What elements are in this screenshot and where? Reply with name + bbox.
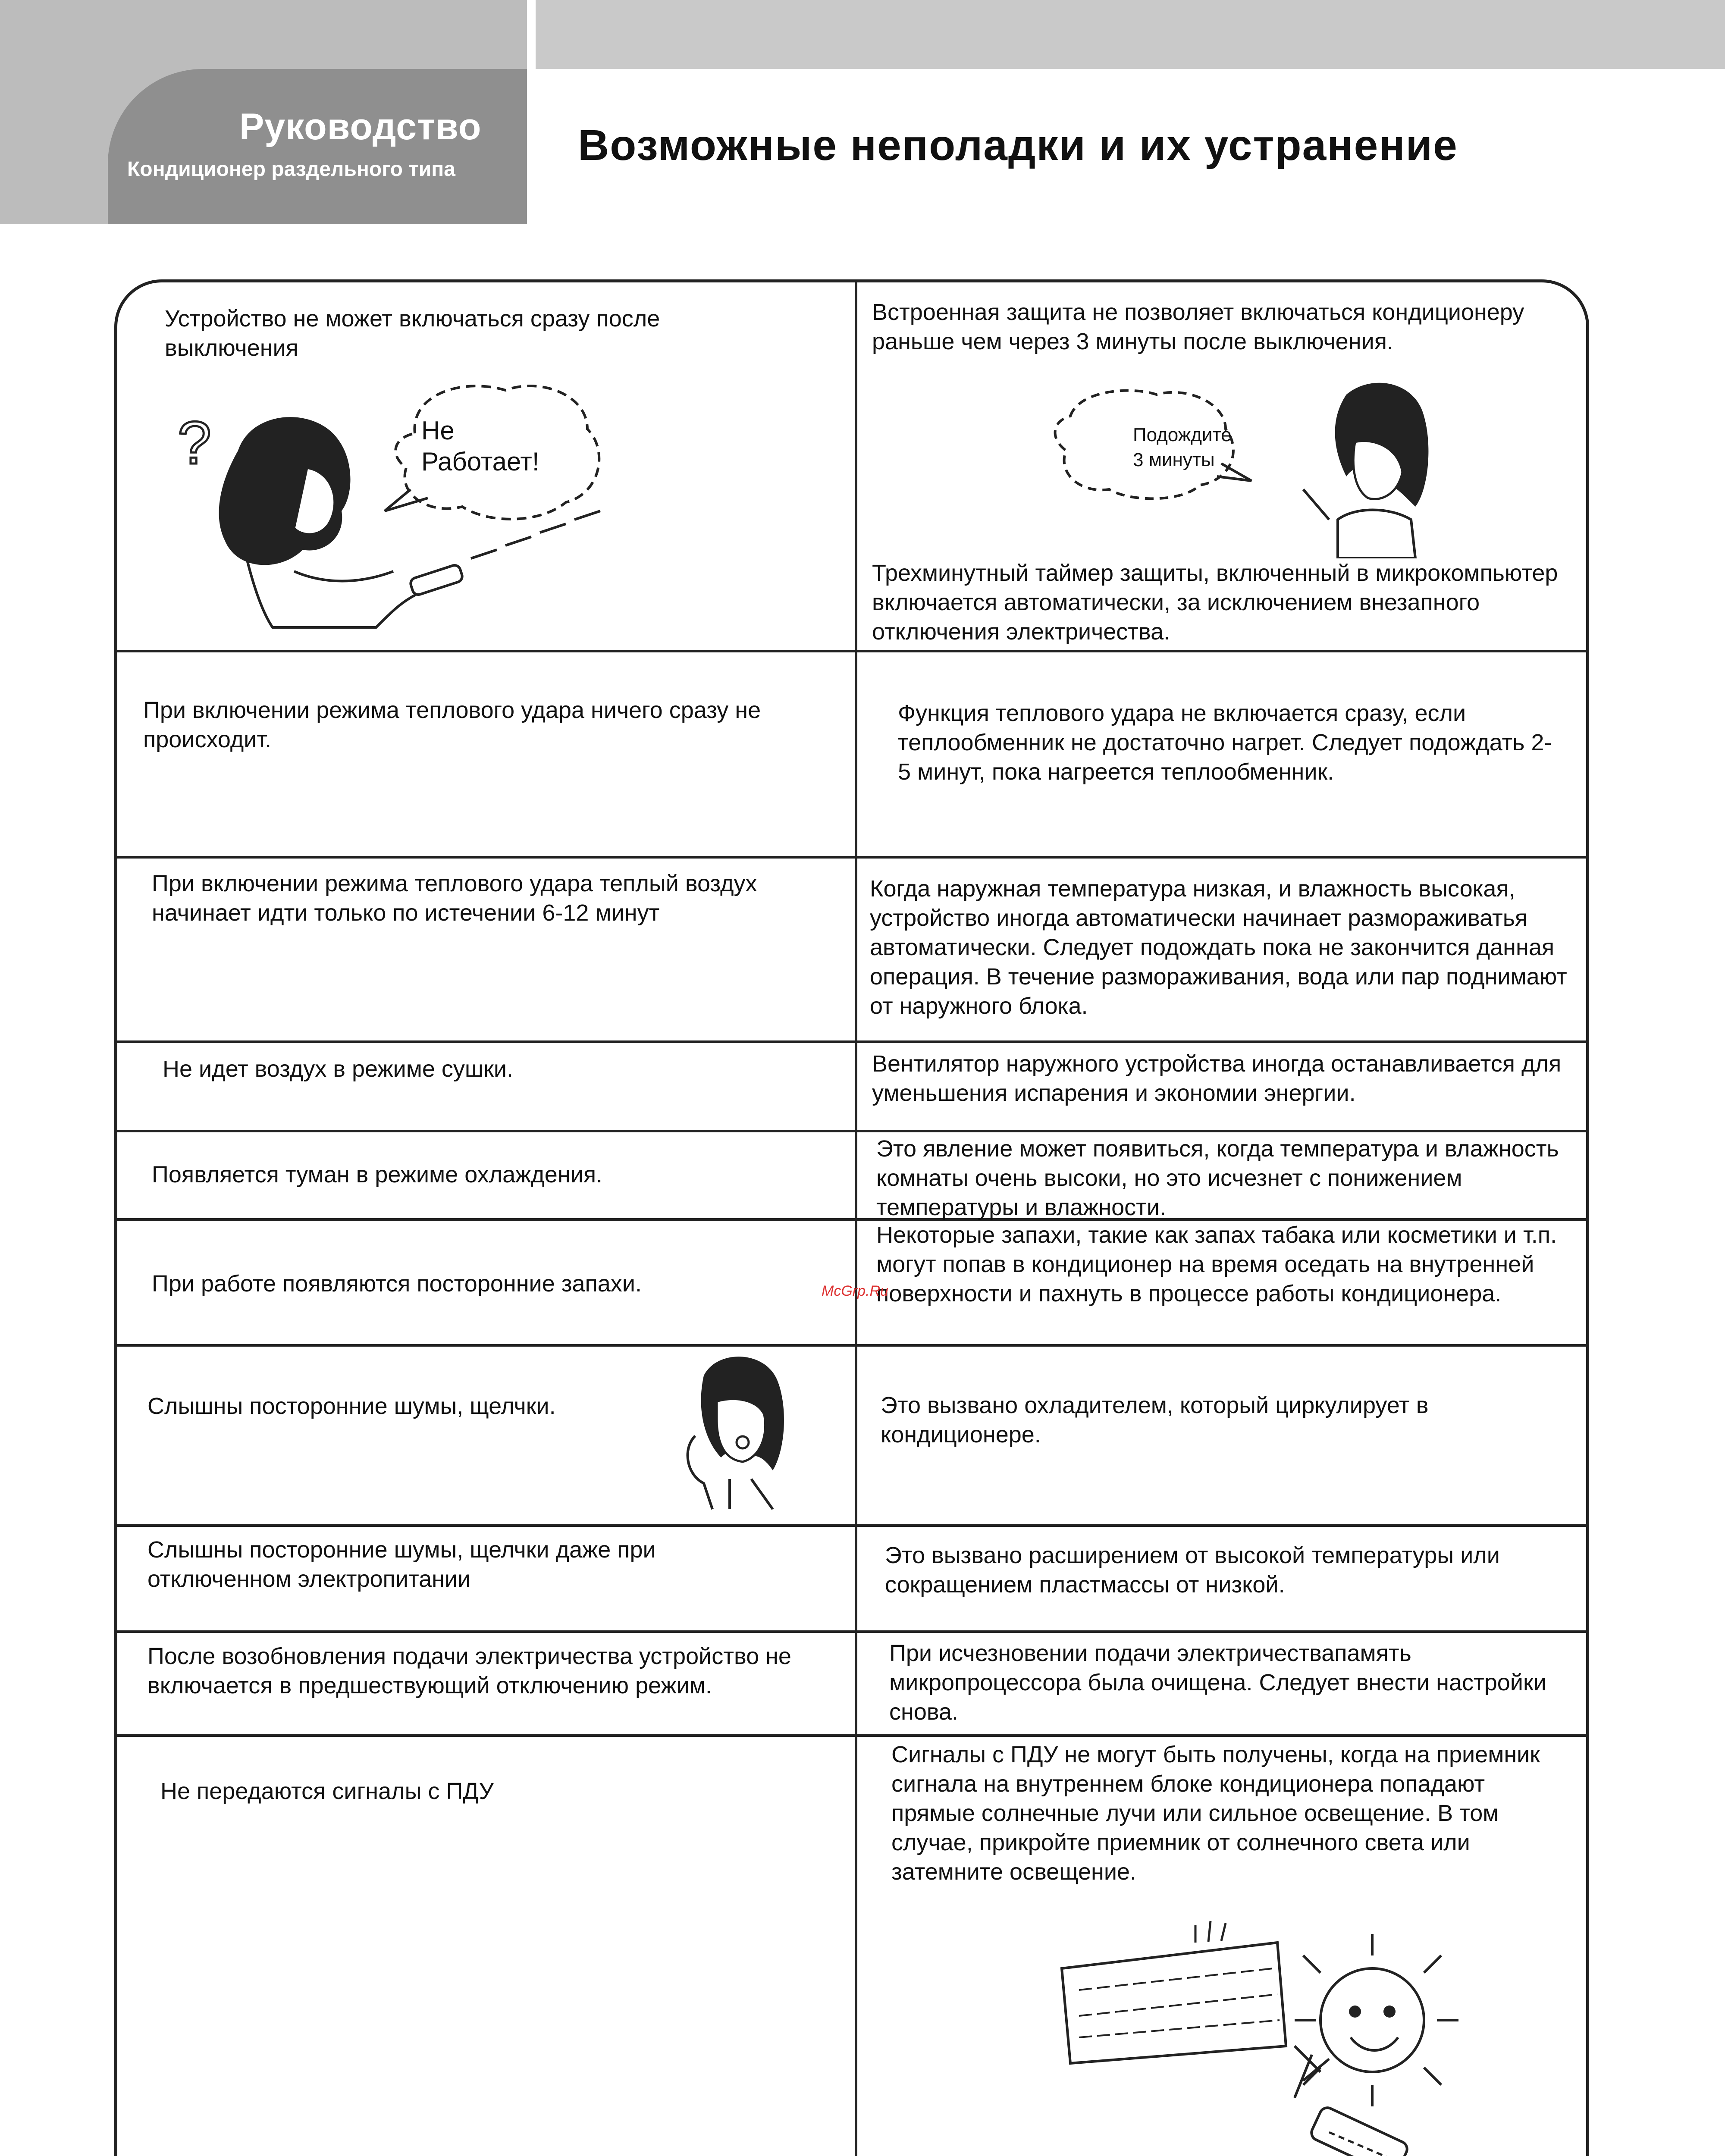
- header-band: [535, 0, 1725, 69]
- row-divider: [117, 1630, 1586, 1633]
- svg-text:?: ?: [178, 409, 211, 476]
- bubble-not-working-text: Не Работает!: [421, 416, 539, 476]
- problem-text: После возобновления подачи электричества устройство не включается в предшествующий отключению режим.: [147, 1643, 791, 1698]
- problem-text: Слышны посторонние шумы, щелчки.: [147, 1393, 556, 1419]
- solution-text: Это вызвано расширением от высокой температуры или сокращением пластмассы от низкой.: [885, 1542, 1500, 1598]
- troubleshooting-table: [114, 279, 1589, 2156]
- section-subtitle: Кондиционер раздельного типа: [127, 158, 455, 181]
- problem-text: Устройство не может включаться сразу после выключения: [165, 306, 660, 361]
- row-divider: [117, 1344, 1586, 1347]
- row-divider: [117, 1040, 1586, 1043]
- problem-text: Не идет воздух в режиме сушки.: [163, 1056, 513, 1082]
- problem-text: При включении режима теплового удара теплый воздух начинает идти только по истечении 6-12 минут: [152, 871, 757, 926]
- bubble-wait-text: Подождите 3 минуты: [1133, 424, 1232, 470]
- solution-text: Некоторые запахи, такие как запах табака или косметики и т.п. могут попав в кондиционер на время оседать на внутренней поверхности и пахнуть в процессе работы кондиционера.: [876, 1222, 1557, 1307]
- sunlight-on-air-conditioner-illustration: [1053, 1917, 1515, 2156]
- solution-text: Вентилятор наружного устройства иногда останавливается для уменьшения испарения и экономии энергии.: [872, 1051, 1562, 1106]
- problem-text: Слышны посторонние шумы, щелчки даже при отключенном электропитании: [147, 1537, 656, 1592]
- solution-text: Сигналы с ПДУ не могут быть получены, когда на приемник сигнала на внутреннем блоке кондиционера попадают прямые солнечные лучи или сильное освещение. В том случае, прикройте приемник от солнечного света или затемните освещение.: [891, 1742, 1540, 1885]
- problem-text: Не передаются сигналы с ПДУ: [160, 1778, 494, 1804]
- solution-text: Это вызвано охладителем, который циркулирует в кондиционере.: [881, 1392, 1429, 1448]
- section-title: Руководство: [239, 106, 482, 147]
- problem-text: Появляется туман в режиме охлаждения.: [152, 1162, 603, 1188]
- confused-girl-illustration: [152, 369, 669, 645]
- solution-text: Встроенная защита не позволяет включаться кондиционеру раньше чем через 3 минуты после выключения.: [872, 299, 1524, 354]
- row-divider: [117, 1130, 1586, 1132]
- watermark: McGrp.Ru: [822, 1283, 888, 1299]
- row-divider: [117, 856, 1586, 859]
- row-divider: [117, 1524, 1586, 1527]
- page-title: Возможные неполадки и их устранение: [578, 121, 1458, 169]
- solution-text: Когда наружная температура низкая, и влажность высокая, устройство иногда автоматически начинает размораживатья автоматически. Следует подождать пока не закончится данная операция. В течение размораживания, вода или пар поднимают от наружного блока.: [870, 876, 1567, 1019]
- girl-hearing-noise-illustration: [678, 1350, 790, 1514]
- problem-text: При включении режима теплового удара ничего сразу не происходит.: [143, 697, 761, 752]
- header-gap: [527, 0, 536, 69]
- row-divider: [117, 650, 1586, 652]
- solution-text: Это явление может появиться, когда температура и влажность комнаты очень высоки, но это исчезнет с понижением температуры и влажности.: [876, 1136, 1559, 1220]
- row-divider: [117, 1734, 1586, 1737]
- solution-text: Функция теплового удара не включается сразу, если теплообменник не достаточно нагрет. Следует подождать 2-5 минут, пока нагреется теплообменник.: [898, 700, 1552, 785]
- solution-text-extra: Трехминутный таймер защиты, включенный в микрокомпьютер включается автоматически, за исключением внезапного отключения электричества.: [872, 560, 1558, 645]
- solution-text: При исчезновении подачи электричествапамять микропроцессора была очищена. Следует внести настройки снова.: [889, 1640, 1546, 1725]
- problem-text: При работе появляются посторонние запахи.: [152, 1271, 642, 1297]
